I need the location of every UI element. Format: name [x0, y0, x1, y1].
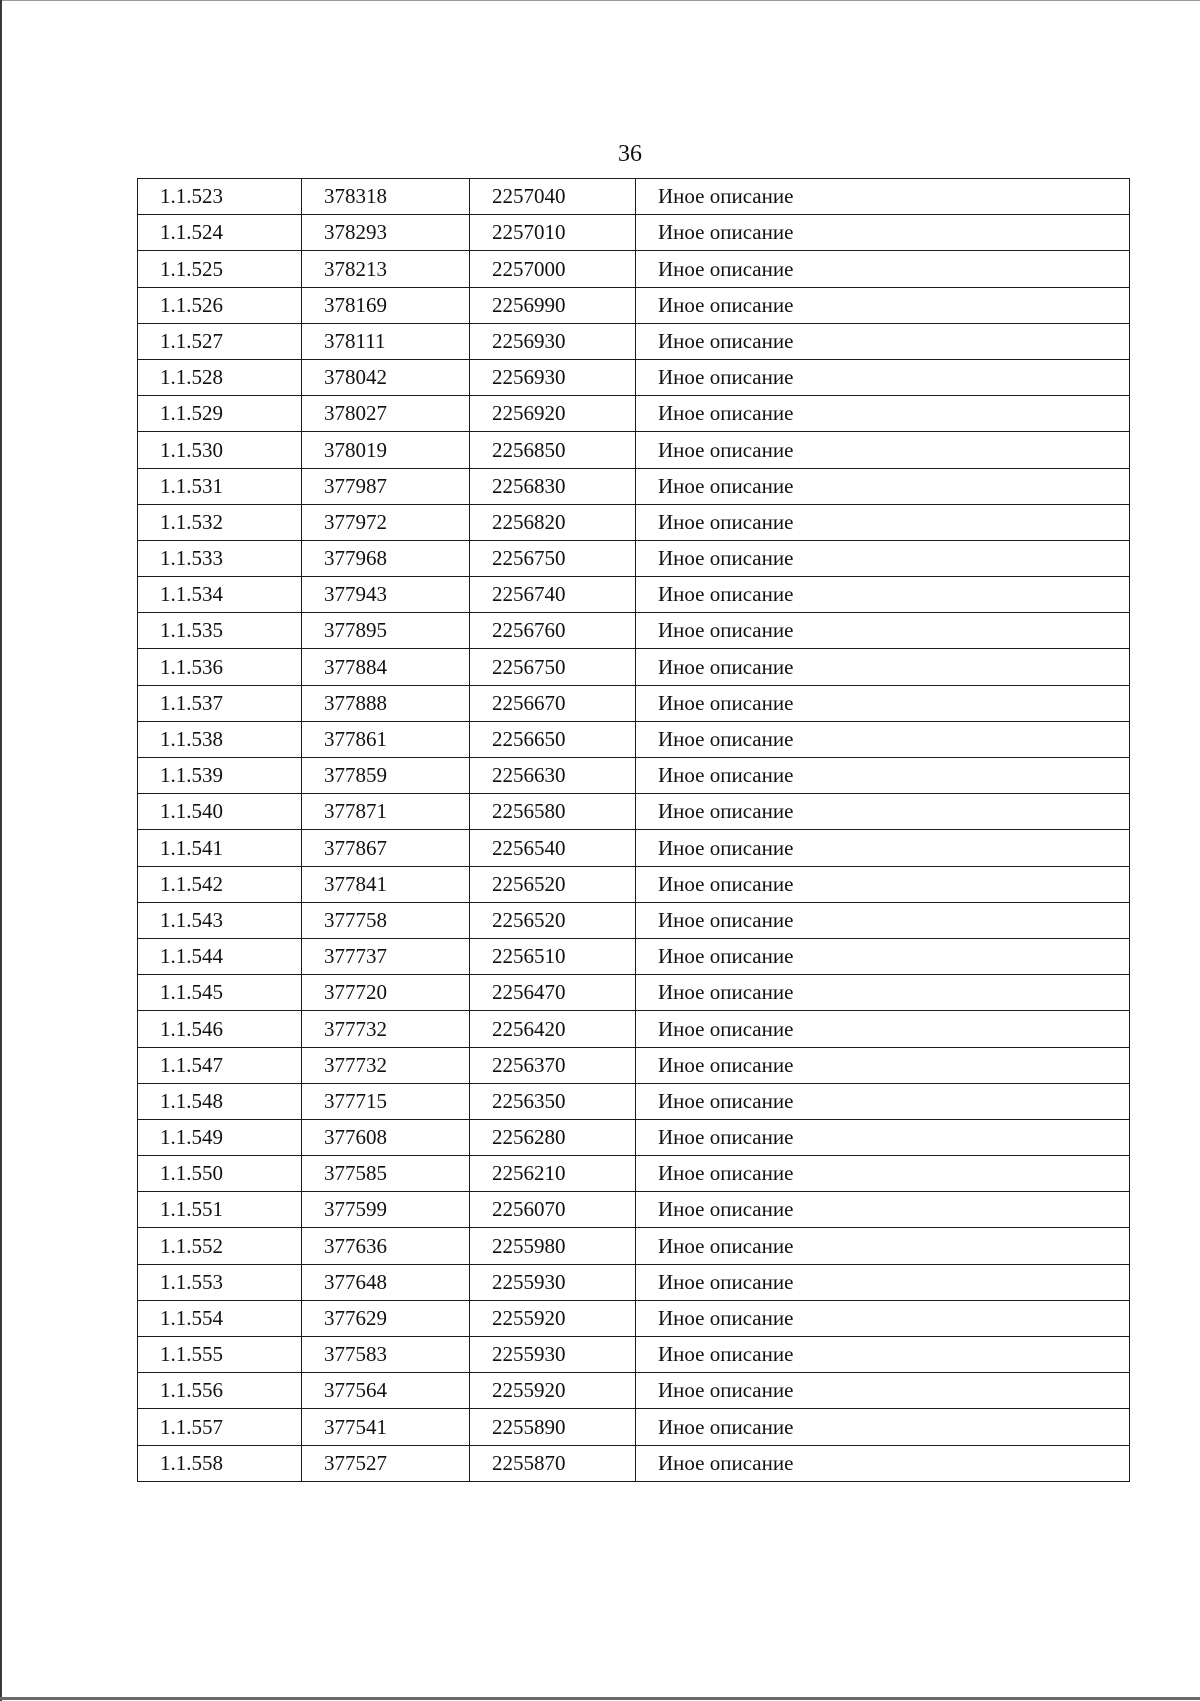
y-coordinate-cell: 2257000 [470, 251, 636, 287]
point-number-cell: 1.1.527 [138, 323, 302, 359]
description-cell: Иное описание [636, 1409, 1130, 1445]
table-row [138, 287, 1130, 323]
x-coordinate-cell: 377884 [302, 649, 470, 685]
x-coordinate-cell: 377888 [302, 685, 470, 721]
table-row [138, 251, 1130, 287]
x-coordinate-cell: 377732 [302, 1011, 470, 1047]
point-number-cell: 1.1.529 [138, 396, 302, 432]
y-coordinate-cell: 2256760 [470, 613, 636, 649]
table-row [138, 396, 1130, 432]
description-cell: Иное описание [636, 1264, 1130, 1300]
x-coordinate-cell: 378027 [302, 396, 470, 432]
x-coordinate-cell: 377541 [302, 1409, 470, 1445]
description-cell: Иное описание [636, 938, 1130, 974]
description-cell: Иное описание [636, 649, 1130, 685]
x-coordinate-cell: 378042 [302, 359, 470, 395]
description-cell: Иное описание [636, 251, 1130, 287]
description-cell: Иное описание [636, 975, 1130, 1011]
point-number-cell: 1.1.557 [138, 1409, 302, 1445]
x-coordinate-cell: 377943 [302, 577, 470, 613]
table-row [138, 504, 1130, 540]
x-coordinate-cell: 377629 [302, 1300, 470, 1336]
table-row [138, 794, 1130, 830]
table-row [138, 1445, 1130, 1481]
point-number-cell: 1.1.533 [138, 540, 302, 576]
description-cell: Иное описание [636, 685, 1130, 721]
table-row [138, 1119, 1130, 1155]
point-number-cell: 1.1.556 [138, 1373, 302, 1409]
y-coordinate-cell: 2256070 [470, 1192, 636, 1228]
point-number-cell: 1.1.548 [138, 1083, 302, 1119]
table-row [138, 577, 1130, 613]
description-cell: Иное описание [636, 323, 1130, 359]
description-cell: Иное описание [636, 432, 1130, 468]
point-number-cell: 1.1.539 [138, 758, 302, 794]
description-cell: Иное описание [636, 830, 1130, 866]
table-row [138, 1047, 1130, 1083]
point-number-cell: 1.1.549 [138, 1119, 302, 1155]
description-cell: Иное описание [636, 359, 1130, 395]
point-number-cell: 1.1.538 [138, 721, 302, 757]
table-row [138, 1300, 1130, 1336]
x-coordinate-cell: 377648 [302, 1264, 470, 1300]
x-coordinate-cell: 377720 [302, 975, 470, 1011]
description-cell: Иное описание [636, 758, 1130, 794]
y-coordinate-cell: 2256740 [470, 577, 636, 613]
coordinates-table [137, 178, 1130, 1482]
table-row [138, 613, 1130, 649]
x-coordinate-cell: 377871 [302, 794, 470, 830]
description-cell: Иное описание [636, 866, 1130, 902]
table-row [138, 866, 1130, 902]
description-cell: Иное описание [636, 1337, 1130, 1373]
description-cell: Иное описание [636, 179, 1130, 215]
description-cell: Иное описание [636, 1083, 1130, 1119]
table-row [138, 1228, 1130, 1264]
y-coordinate-cell: 2257040 [470, 179, 636, 215]
point-number-cell: 1.1.552 [138, 1228, 302, 1264]
table-row [138, 1409, 1130, 1445]
point-number-cell: 1.1.553 [138, 1264, 302, 1300]
description-cell: Иное описание [636, 902, 1130, 938]
y-coordinate-cell: 2256670 [470, 685, 636, 721]
table-row [138, 432, 1130, 468]
table-row [138, 1337, 1130, 1373]
x-coordinate-cell: 377585 [302, 1156, 470, 1192]
description-cell: Иное описание [636, 1445, 1130, 1481]
x-coordinate-cell: 377987 [302, 468, 470, 504]
y-coordinate-cell: 2256630 [470, 758, 636, 794]
point-number-cell: 1.1.525 [138, 251, 302, 287]
point-number-cell: 1.1.535 [138, 613, 302, 649]
y-coordinate-cell: 2256820 [470, 504, 636, 540]
x-coordinate-cell: 377968 [302, 540, 470, 576]
description-cell: Иное описание [636, 1119, 1130, 1155]
table-row [138, 1083, 1130, 1119]
x-coordinate-cell: 377895 [302, 613, 470, 649]
point-number-cell: 1.1.534 [138, 577, 302, 613]
description-cell: Иное описание [636, 287, 1130, 323]
x-coordinate-cell: 377737 [302, 938, 470, 974]
y-coordinate-cell: 2256930 [470, 323, 636, 359]
scan-edge-left [0, 0, 2, 1701]
point-number-cell: 1.1.544 [138, 938, 302, 974]
table-row [138, 359, 1130, 395]
table-row [138, 758, 1130, 794]
y-coordinate-cell: 2256470 [470, 975, 636, 1011]
description-cell: Иное описание [636, 1228, 1130, 1264]
description-cell: Иное описание [636, 577, 1130, 613]
point-number-cell: 1.1.540 [138, 794, 302, 830]
y-coordinate-cell: 2255930 [470, 1264, 636, 1300]
x-coordinate-cell: 377758 [302, 902, 470, 938]
y-coordinate-cell: 2256850 [470, 432, 636, 468]
x-coordinate-cell: 377972 [302, 504, 470, 540]
x-coordinate-cell: 377564 [302, 1373, 470, 1409]
description-cell: Иное описание [636, 504, 1130, 540]
point-number-cell: 1.1.545 [138, 975, 302, 1011]
y-coordinate-cell: 2256540 [470, 830, 636, 866]
description-cell: Иное описание [636, 1011, 1130, 1047]
table-row [138, 685, 1130, 721]
table-row [138, 721, 1130, 757]
point-number-cell: 1.1.542 [138, 866, 302, 902]
y-coordinate-cell: 2256520 [470, 902, 636, 938]
point-number-cell: 1.1.528 [138, 359, 302, 395]
x-coordinate-cell: 378318 [302, 179, 470, 215]
table-row [138, 1264, 1130, 1300]
description-cell: Иное описание [636, 794, 1130, 830]
point-number-cell: 1.1.551 [138, 1192, 302, 1228]
table-row [138, 1156, 1130, 1192]
y-coordinate-cell: 2256750 [470, 540, 636, 576]
point-number-cell: 1.1.550 [138, 1156, 302, 1192]
table-row [138, 179, 1130, 215]
x-coordinate-cell: 377608 [302, 1119, 470, 1155]
y-coordinate-cell: 2256350 [470, 1083, 636, 1119]
table-row [138, 540, 1130, 576]
y-coordinate-cell: 2256520 [470, 866, 636, 902]
point-number-cell: 1.1.524 [138, 215, 302, 251]
description-cell: Иное описание [636, 721, 1130, 757]
point-number-cell: 1.1.546 [138, 1011, 302, 1047]
y-coordinate-cell: 2255920 [470, 1373, 636, 1409]
x-coordinate-cell: 378111 [302, 323, 470, 359]
description-cell: Иное описание [636, 1300, 1130, 1336]
point-number-cell: 1.1.526 [138, 287, 302, 323]
x-coordinate-cell: 377867 [302, 830, 470, 866]
x-coordinate-cell: 377861 [302, 721, 470, 757]
y-coordinate-cell: 2256650 [470, 721, 636, 757]
y-coordinate-cell: 2256510 [470, 938, 636, 974]
y-coordinate-cell: 2256750 [470, 649, 636, 685]
y-coordinate-cell: 2256990 [470, 287, 636, 323]
table-row [138, 1011, 1130, 1047]
table-row [138, 975, 1130, 1011]
y-coordinate-cell: 2257010 [470, 215, 636, 251]
point-number-cell: 1.1.555 [138, 1337, 302, 1373]
y-coordinate-cell: 2255980 [470, 1228, 636, 1264]
description-cell: Иное описание [636, 1373, 1130, 1409]
point-number-cell: 1.1.523 [138, 179, 302, 215]
x-coordinate-cell: 377636 [302, 1228, 470, 1264]
x-coordinate-cell: 377527 [302, 1445, 470, 1481]
table-row [138, 902, 1130, 938]
y-coordinate-cell: 2255890 [470, 1409, 636, 1445]
point-number-cell: 1.1.554 [138, 1300, 302, 1336]
x-coordinate-cell: 377859 [302, 758, 470, 794]
x-coordinate-cell: 378213 [302, 251, 470, 287]
table-row [138, 215, 1130, 251]
table-row [138, 468, 1130, 504]
x-coordinate-cell: 377583 [302, 1337, 470, 1373]
x-coordinate-cell: 377599 [302, 1192, 470, 1228]
y-coordinate-cell: 2255870 [470, 1445, 636, 1481]
point-number-cell: 1.1.532 [138, 504, 302, 540]
y-coordinate-cell: 2256830 [470, 468, 636, 504]
table-row [138, 1192, 1130, 1228]
y-coordinate-cell: 2256920 [470, 396, 636, 432]
description-cell: Иное описание [636, 468, 1130, 504]
x-coordinate-cell: 378019 [302, 432, 470, 468]
table-row [138, 830, 1130, 866]
point-number-cell: 1.1.558 [138, 1445, 302, 1481]
description-cell: Иное описание [636, 1047, 1130, 1083]
description-cell: Иное описание [636, 613, 1130, 649]
description-cell: Иное описание [636, 215, 1130, 251]
y-coordinate-cell: 2256210 [470, 1156, 636, 1192]
x-coordinate-cell: 377715 [302, 1083, 470, 1119]
y-coordinate-cell: 2255920 [470, 1300, 636, 1336]
scan-edge-bottom [0, 1697, 1200, 1700]
x-coordinate-cell: 378169 [302, 287, 470, 323]
y-coordinate-cell: 2256370 [470, 1047, 636, 1083]
y-coordinate-cell: 2256420 [470, 1011, 636, 1047]
description-cell: Иное описание [636, 540, 1130, 576]
y-coordinate-cell: 2256280 [470, 1119, 636, 1155]
table-row [138, 323, 1130, 359]
description-cell: Иное описание [636, 396, 1130, 432]
point-number-cell: 1.1.536 [138, 649, 302, 685]
point-number-cell: 1.1.541 [138, 830, 302, 866]
table-row [138, 649, 1130, 685]
y-coordinate-cell: 2256930 [470, 359, 636, 395]
page-number: 36 [618, 141, 642, 167]
x-coordinate-cell: 378293 [302, 215, 470, 251]
table-body [138, 179, 1130, 1482]
scan-edge-top [0, 0, 1200, 1]
point-number-cell: 1.1.547 [138, 1047, 302, 1083]
point-number-cell: 1.1.543 [138, 902, 302, 938]
y-coordinate-cell: 2255930 [470, 1337, 636, 1373]
y-coordinate-cell: 2256580 [470, 794, 636, 830]
point-number-cell: 1.1.530 [138, 432, 302, 468]
description-cell: Иное описание [636, 1192, 1130, 1228]
point-number-cell: 1.1.537 [138, 685, 302, 721]
table-row [138, 938, 1130, 974]
table-row [138, 1373, 1130, 1409]
point-number-cell: 1.1.531 [138, 468, 302, 504]
x-coordinate-cell: 377841 [302, 866, 470, 902]
description-cell: Иное описание [636, 1156, 1130, 1192]
x-coordinate-cell: 377732 [302, 1047, 470, 1083]
